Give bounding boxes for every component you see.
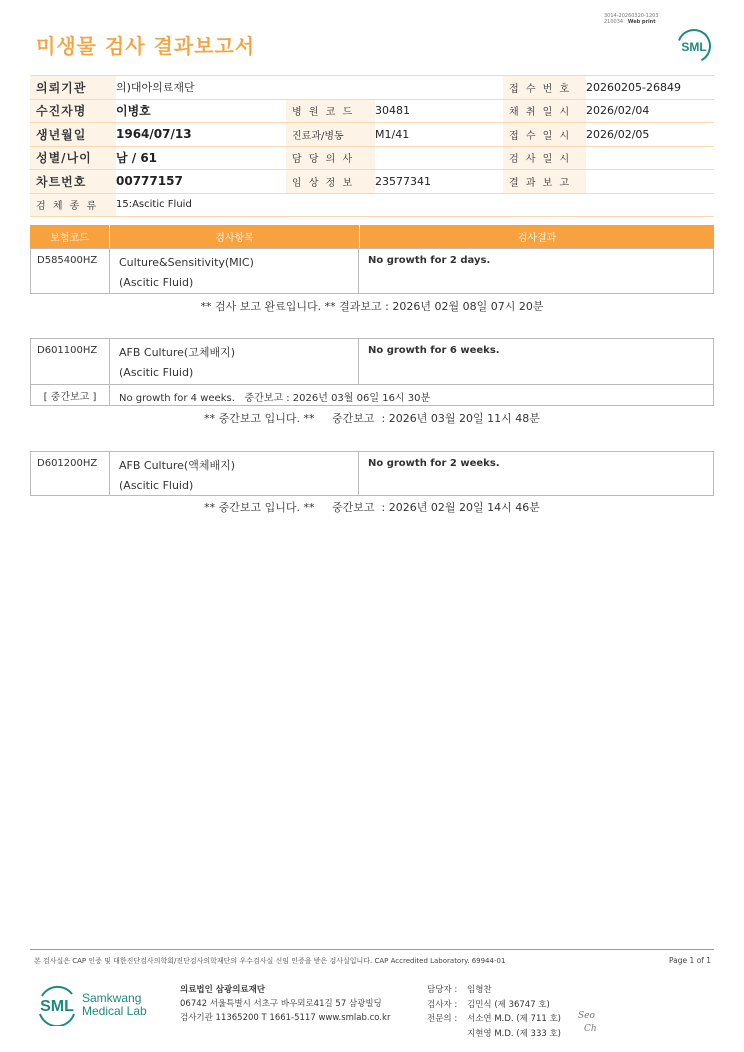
test-result: No growth for 6 weeks. (368, 345, 500, 356)
info-value: 이병호 (116, 99, 286, 123)
info-label: 의뢰기관 (30, 76, 116, 100)
info-row (30, 99, 714, 123)
staff-role: 검사자 : (427, 999, 458, 1010)
info-value: 23577341 (375, 170, 503, 194)
info-row (30, 76, 714, 100)
staff-role (427, 1027, 467, 1042)
staff-row (427, 1012, 561, 1027)
logo-name-1: Samkwang (82, 991, 142, 1005)
test-code: D601200HZ (31, 452, 110, 495)
print-label: Web print (627, 19, 656, 25)
info-value (586, 146, 714, 170)
print-code-2: 210034 (604, 19, 624, 25)
info-value (375, 146, 503, 170)
staff-role: 담당자 : (427, 985, 458, 995)
report-note: ** 중간보고 입니다. ** 중간보고 : 2026년 03월 20일 11시 48분 (204, 412, 540, 425)
sml-logo-icon (676, 28, 712, 64)
test-name: Culture&Sensitivity(MIC) (119, 256, 254, 269)
samkwang-logo-icon (36, 984, 166, 1026)
staff-name: 임형찬 (467, 985, 492, 995)
info-value: 20260205-26849 (586, 76, 714, 100)
patient-info-table (30, 75, 714, 217)
info-label: 진료과/병동 (286, 123, 375, 147)
test-result: No growth for 2 weeks. (368, 458, 500, 469)
info-value: M1/41 (375, 123, 503, 147)
info-value (375, 76, 503, 100)
signature-1: Seo (578, 1011, 595, 1021)
results-header (30, 225, 714, 248)
info-label: 접 수 일 시 (503, 123, 586, 147)
info-label (286, 76, 375, 100)
interim-label: [ 중간보고 ] (31, 385, 110, 405)
header-result: 검사결과 (517, 233, 557, 244)
info-value: 00777157 (116, 170, 286, 194)
samkwang-logo-text: SML (40, 998, 74, 1015)
test-specimen: (Ascitic Fluid) (119, 276, 194, 289)
info-label: 생년월일 (30, 123, 116, 147)
print-code: 3014-20260320-1203 (604, 13, 659, 19)
info-label: 검 사 일 시 (503, 146, 586, 170)
test-specimen: (Ascitic Fluid) (119, 479, 194, 492)
signature-2: Ch (584, 1024, 597, 1034)
institution-info (180, 983, 390, 1025)
info-label: 담 당 의 사 (286, 146, 375, 170)
staff-name: 김민식 (제 36747 호) (467, 999, 550, 1010)
test-block (30, 338, 714, 406)
info-row (30, 123, 714, 147)
header-code: 보험코드 (30, 225, 110, 248)
staff-role: 전문의 : (427, 1014, 458, 1024)
test-code: D601100HZ (31, 339, 110, 384)
test-code: D585400HZ (31, 249, 110, 293)
info-value: 30481 (375, 99, 503, 123)
report-note: ** 검사 보고 완료입니다. ** 결과보고 : 2026년 02월 08일 07시 20분 (200, 300, 544, 313)
info-row (30, 146, 714, 170)
info-value: 2026/02/04 (586, 99, 714, 123)
info-row (30, 193, 714, 217)
info-label: 임 상 정 보 (286, 170, 375, 194)
test-item (110, 339, 359, 384)
signature (578, 1010, 597, 1036)
institution-address: 06742 서울특별시 서초구 바우뫼로41길 57 삼광빌딩 (180, 999, 382, 1009)
info-label: 차트번호 (30, 170, 116, 194)
info-value: 15:Ascitic Fluid (116, 193, 714, 217)
info-value (586, 170, 714, 194)
test-result: No growth for 2 days. (368, 255, 491, 266)
staff-list (427, 983, 561, 1041)
info-value: 의)대아의료재단 (116, 76, 286, 100)
test-block (30, 248, 714, 294)
staff-row (427, 983, 561, 998)
info-value: 1964/07/13 (116, 123, 286, 147)
header-item: 검사항목 (110, 225, 360, 248)
institution-contact: 검사기관 11365200 T 1661-5117 www.smlab.co.kr (180, 1013, 391, 1023)
staff-row (427, 1027, 561, 1042)
institution-name: 의료법인 삼광의료재단 (180, 985, 266, 995)
info-row (30, 170, 714, 194)
info-label: 검 체 종 류 (30, 193, 116, 217)
staff-name: 지현영 M.D. (제 333 호) (467, 1028, 562, 1039)
page-number: Page 1 of 1 (669, 956, 712, 965)
test-specimen: (Ascitic Fluid) (119, 366, 194, 379)
info-label: 성별/나이 (30, 146, 116, 170)
test-block (30, 451, 714, 496)
test-name: AFB Culture(고체배지) (119, 346, 236, 359)
footer-divider (30, 949, 714, 950)
info-value: 2026/02/05 (586, 123, 714, 147)
interim-text: No growth for 4 weeks. 중간보고 : 2026년 03월 06일 16시 30분 (119, 393, 431, 404)
info-label: 결 과 보 고 (503, 170, 586, 194)
interim-row (31, 384, 713, 405)
info-label: 채 취 일 시 (503, 99, 586, 123)
staff-name: 서소연 M.D. (제 711 호) (467, 1014, 562, 1024)
info-value: 남 / 61 (116, 146, 286, 170)
staff-row (427, 998, 561, 1013)
test-item (110, 452, 359, 495)
certification-note: 본 검사실은 CAP 인증 및 대한진단검사의학회/진단검사의학재단의 우수검사실 신임 인증을 받은 검사실입니다. CAP Accredited Laboratory. 69944-01 (34, 957, 506, 965)
sml-logo-text: SML (681, 40, 707, 54)
info-label: 병 원 코 드 (286, 99, 375, 123)
test-name: AFB Culture(액체배지) (119, 459, 236, 472)
info-label: 수진자명 (30, 99, 116, 123)
report-title: 미생물 검사 결과보고서 (36, 34, 256, 58)
logo-name-2: Medical Lab (82, 1004, 147, 1018)
info-label: 접 수 번 호 (503, 76, 586, 100)
print-meta (604, 13, 659, 25)
report-note: ** 중간보고 입니다. ** 중간보고 : 2026년 02월 20일 14시 46분 (204, 501, 540, 514)
test-item (110, 249, 359, 293)
